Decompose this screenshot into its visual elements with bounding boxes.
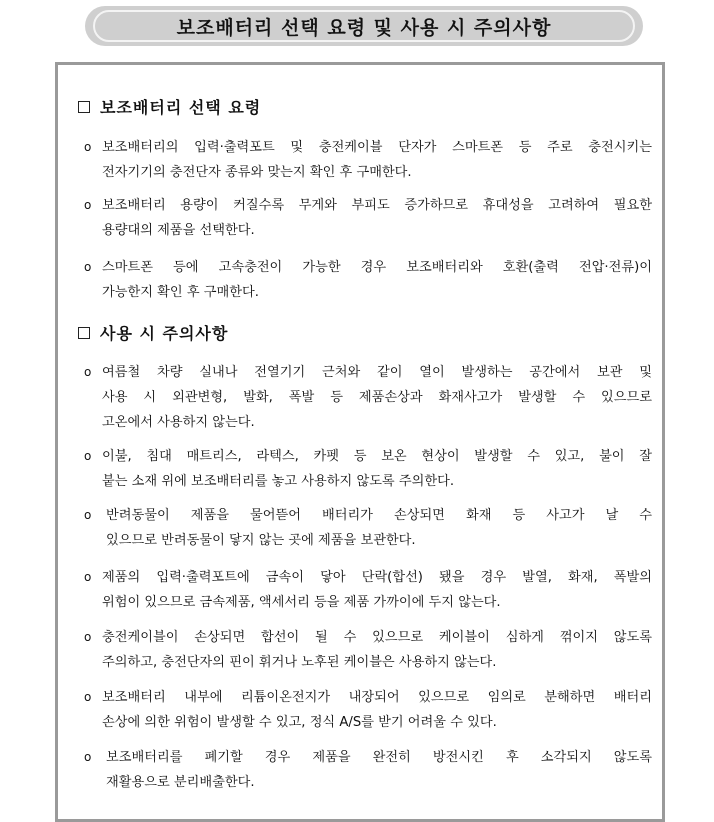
title-banner-inner bbox=[93, 10, 635, 42]
section-heading-text: 사용 시 주의사항 bbox=[100, 324, 229, 343]
circle-bullet-icon: o bbox=[84, 570, 92, 584]
circle-bullet-icon: o bbox=[84, 690, 92, 704]
list-item bbox=[84, 503, 652, 553]
item-line: 여름철 차량 실내나 전열기기 근처와 같이 열이 발생하는 공간에서 보관 및 bbox=[102, 365, 652, 380]
circle-bullet-icon: o bbox=[84, 365, 92, 379]
item-line: 보조배터리 용량이 커질수록 무게와 부피도 증가하므로 휴대성을 고려하여 필요한 bbox=[102, 198, 652, 213]
item-line: 스마트폰 등에 고속충전이 가능한 경우 보조배터리와 호환(출력 전압·전류)이 bbox=[102, 260, 652, 275]
square-bullet-icon bbox=[78, 327, 90, 339]
list-item bbox=[84, 135, 652, 185]
item-line: 손상에 의한 위험이 발생할 수 있고, 정식 A/S를 받기 어려울 수 있다. bbox=[102, 715, 497, 730]
item-line: 위험이 있으므로 금속제품, 액세서리 등을 제품 가까이에 두지 않는다. bbox=[102, 595, 501, 610]
circle-bullet-icon: o bbox=[84, 449, 92, 463]
item-line: 이불, 침대 매트리스, 라텍스, 카펫 등 보온 현상이 발생할 수 있고, 불이 잘 bbox=[102, 449, 652, 464]
item-line: 반려동물이 제품을 물어뜯어 배터리가 손상되면 화재 등 사고가 날 수 bbox=[106, 508, 652, 523]
list-item bbox=[84, 360, 652, 435]
item-line: 보조배터리 내부에 리튬이온전지가 내장되어 있으므로 임의로 분해하면 배터리 bbox=[102, 690, 652, 705]
item-line: 붙는 소재 위에 보조배터리를 놓고 사용하지 않도록 주의한다. bbox=[102, 474, 455, 489]
item-line: 보조배터리의 입력·출력포트 및 충전케이블 단자가 스마트폰 등 주로 충전시키는 bbox=[102, 140, 652, 155]
item-line: 충전케이블이 손상되면 합선이 될 수 있으므로 케이블이 심하게 꺾이지 않도록 bbox=[102, 630, 652, 645]
item-line: 있으므로 반려동물이 닿지 않는 곳에 제품을 보관한다. bbox=[106, 533, 416, 548]
circle-bullet-icon: o bbox=[84, 140, 92, 154]
square-bullet-icon bbox=[78, 101, 90, 113]
section-heading-text: 보조배터리 선택 요령 bbox=[100, 98, 262, 117]
item-line: 고온에서 사용하지 않는다. bbox=[102, 415, 255, 430]
content-box bbox=[55, 62, 665, 822]
item-line: 제품의 입력·출력포트에 금속이 닿아 단락(합선) 됐을 경우 발열, 화재, 폭발의 bbox=[102, 570, 652, 585]
circle-bullet-icon: o bbox=[84, 198, 92, 212]
item-line: 용량대의 제품을 선택한다. bbox=[102, 223, 255, 238]
circle-bullet-icon: o bbox=[84, 260, 92, 274]
list-item bbox=[84, 565, 652, 615]
list-item bbox=[84, 193, 652, 243]
list-item bbox=[84, 745, 652, 795]
item-line: 사용 시 외관변형, 발화, 폭발 등 제품손상과 화재사고가 발생할 수 있으므로 bbox=[102, 390, 652, 405]
list-item bbox=[84, 625, 652, 675]
item-line: 전자기기의 충전단자 종류와 맞는지 확인 후 구매한다. bbox=[102, 165, 412, 180]
page-title: 보조배터리 선택 요령 및 사용 시 주의사항 bbox=[176, 16, 552, 39]
list-item bbox=[84, 255, 652, 305]
circle-bullet-icon: o bbox=[84, 630, 92, 644]
circle-bullet-icon: o bbox=[84, 508, 92, 522]
item-line: 가능한지 확인 후 구매한다. bbox=[102, 285, 259, 300]
item-line: 주의하고, 충전단자의 핀이 휘거나 노후된 케이블은 사용하지 않는다. bbox=[102, 655, 497, 670]
item-line: 보조배터리를 폐기할 경우 제품을 완전히 방전시킨 후 소각되지 않도록 bbox=[106, 750, 652, 765]
section-heading-cautions bbox=[78, 321, 228, 344]
title-banner bbox=[85, 6, 643, 46]
section-heading-selection bbox=[78, 95, 261, 118]
item-line: 재활용으로 분리배출한다. bbox=[106, 775, 255, 790]
circle-bullet-icon: o bbox=[84, 750, 92, 764]
list-item bbox=[84, 444, 652, 494]
list-item bbox=[84, 685, 652, 735]
